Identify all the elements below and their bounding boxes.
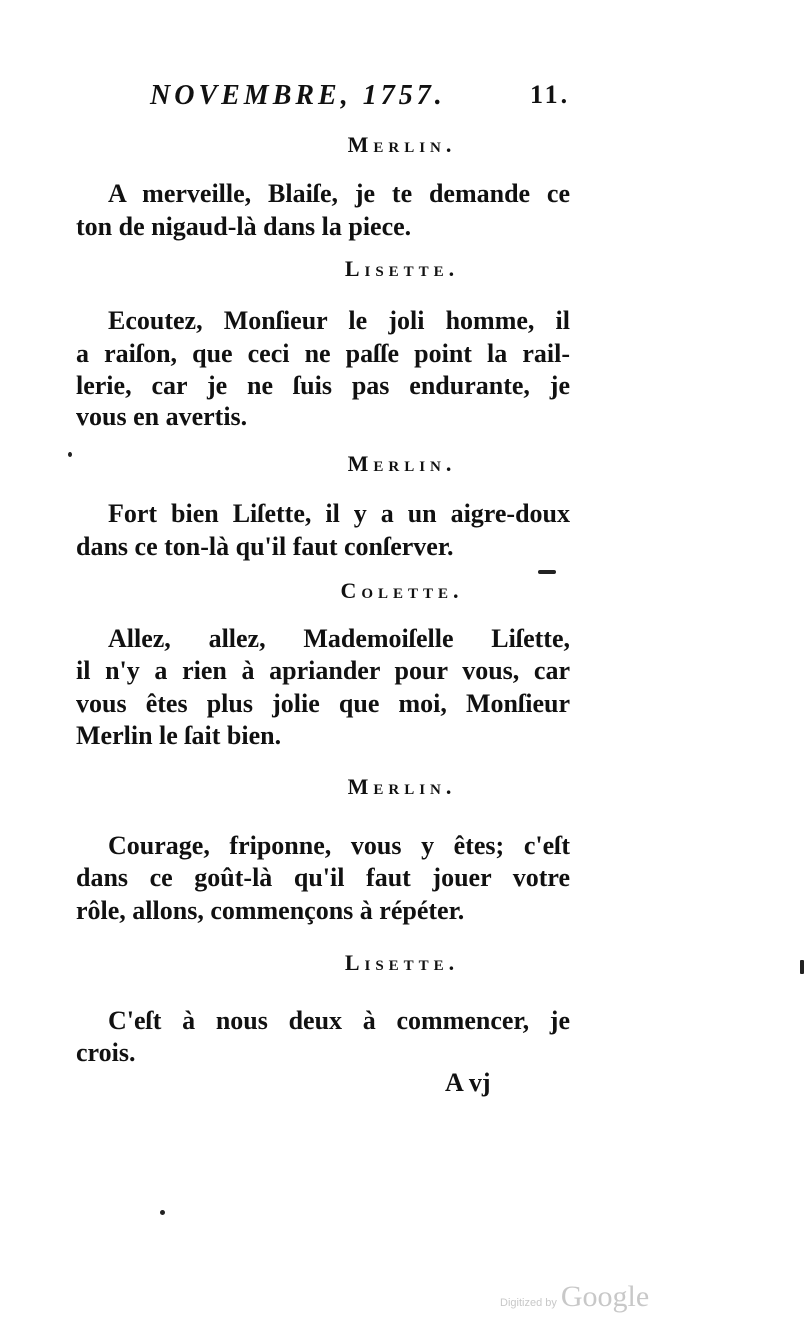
text-line: Ecoutez, Monſieur le joli homme, il — [108, 306, 570, 335]
ink-speck — [68, 452, 72, 457]
running-title: NOVEMBRE, 1757. — [150, 80, 446, 111]
watermark-brand: Google — [560, 1280, 650, 1313]
ink-speck — [160, 1210, 165, 1215]
text-line: lerie, car je ne ſuis pas endurante, je — [76, 371, 570, 400]
ink-speck — [800, 960, 804, 974]
speaker-name: Merlin. — [347, 132, 457, 157]
text-line: A merveille, Blaiſe, je te demande ce — [108, 179, 570, 208]
signature-mark: A vj — [445, 1068, 491, 1097]
text-line: vous en avertis. — [76, 402, 248, 431]
text-line: dans ce goût-là qu'il faut jouer votre — [76, 863, 570, 892]
page-number: 11. — [530, 80, 571, 109]
text-line: Merlin le ſait bien. — [76, 721, 282, 750]
speaker-name: Merlin. — [347, 774, 457, 799]
text-line: rôle, allons, commençons à répéter. — [76, 896, 465, 925]
text-line: C'eſt à nous deux à commencer, je — [108, 1006, 570, 1035]
text-line: Fort bien Liſette, il y a un aigre-doux — [108, 499, 570, 528]
text-line: a raiſon, que ceci ne paſſe point la rail- — [76, 339, 570, 368]
text-line: il n'y a rien à apriander pour vous, car — [76, 656, 570, 685]
speaker-name: Liſette. — [344, 256, 460, 281]
text-line: Courage, friponne, vous y êtes; c'eſt — [108, 831, 570, 860]
digitized-by-google-watermark — [500, 1280, 649, 1314]
text-line: vous êtes plus jolie que moi, Monſieur — [76, 689, 570, 718]
speaker-name: Liſette. — [344, 950, 460, 975]
text-line: Allez, allez, Mademoiſelle Liſette, — [108, 624, 570, 653]
ink-speck — [538, 570, 556, 574]
text-line: crois. — [76, 1038, 136, 1067]
speaker-name: Colette. — [340, 578, 464, 603]
text-line: ton de nigaud-là dans la piece. — [76, 212, 412, 241]
text-line: dans ce ton-là qu'il faut conſerver. — [76, 532, 454, 561]
speaker-name: Merlin. — [347, 451, 457, 476]
watermark-prefix: Digitized by — [500, 1297, 557, 1309]
